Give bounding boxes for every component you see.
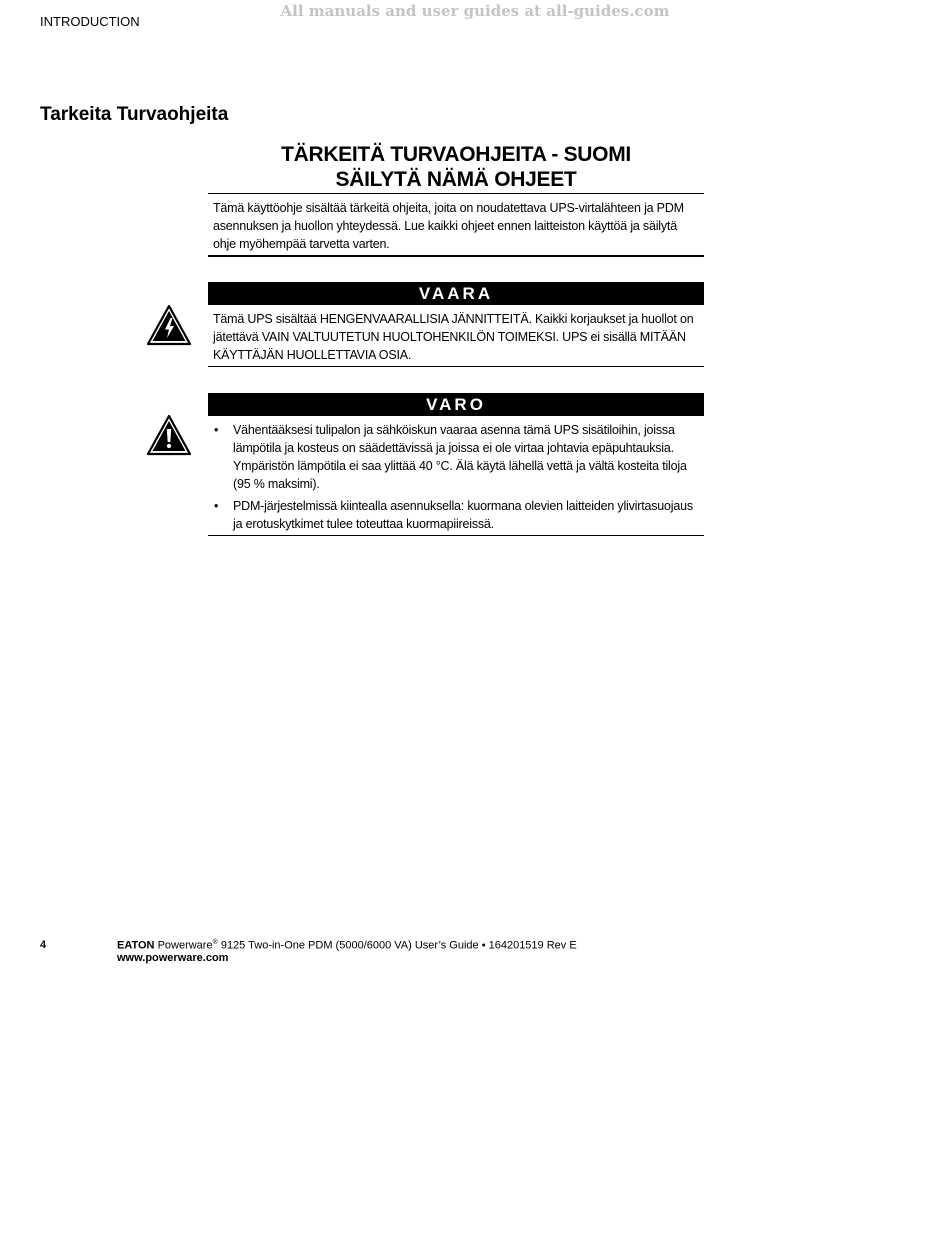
watermark: All manuals and user guides at all-guides.com: [280, 2, 670, 20]
divider: [208, 366, 704, 367]
danger-text: Tämä UPS sisältää HENGENVAARALLISIA JÄNNITTEITÄ. Kaikki korjaukset ja huollot on jätettävä VAIN VALTUUTETUN HUOLTOHENKILÖN TOIMEKSI. UPS ei sisällä MITÄÄN KÄYTTÄJÄN HUOLLETTAVIA OSIA.: [213, 312, 694, 362]
electric-shock-warning-icon: [146, 304, 192, 346]
main-title: [208, 142, 704, 192]
caution-list: [213, 421, 703, 537]
caution-item: • PDM-järjestelmissä kiintealla asennuksella: kuormana olevien laitteiden ylivirtasuojaus ja erotuskytkimet tulee toteuttaa kuormapiireissä.: [213, 497, 703, 533]
section-label: INTRODUCTION: [40, 14, 140, 29]
footer-registered: ®: [212, 939, 218, 946]
footer-product: Powerware: [157, 939, 213, 952]
page-number: 4: [40, 939, 47, 951]
page-heading: Tarkeita Turvaohjeita: [40, 104, 229, 125]
intro-text: Tämä käyttöohje sisältää tärkeitä ohjeita, joita on noudatettava UPS-virtalähteen ja PDM asennuksen ja huollon yhteydessä. Lue kaikki ohjeet ennen laitteiston käyttöä ja säilytä ohje myöhempää tarvetta varten.: [213, 201, 684, 251]
divider: [208, 193, 704, 194]
caution-banner: VARO: [208, 393, 704, 416]
main-title-line-1: TÄRKEITÄ TURVAOHJEITA - SUOMI: [281, 143, 631, 166]
danger-banner: VAARA: [208, 282, 704, 305]
caution-item: • Vähentääksesi tulipalon ja sähköiskun vaaraa asenna tämä UPS sisätiloihin, joissa lämpötila ja kosteus on säädettävissä ja joissa ei ole virtaa johtavia epäpuhtauksia. Ympäristön lämpötila ei saa ylittää 40 °C. Älä käytä lähellä vettä ja vältä kosteita tiloja (95 % maksimi).: [213, 421, 703, 493]
footer-url: www.powerware.com: [117, 952, 229, 964]
main-title-line-2: SÄILYTÄ NÄMÄ OHJEET: [335, 168, 577, 191]
footer-doc-info: [117, 939, 577, 952]
footer-brand: EATON: [117, 939, 155, 952]
divider: [208, 535, 704, 536]
divider: [208, 255, 704, 257]
footer-guide-title: 9125 Two-in-One PDM (5000/6000 VA) User’s Guide • 164201519 Rev E: [217, 939, 577, 952]
exclamation-warning-icon: [146, 414, 192, 456]
